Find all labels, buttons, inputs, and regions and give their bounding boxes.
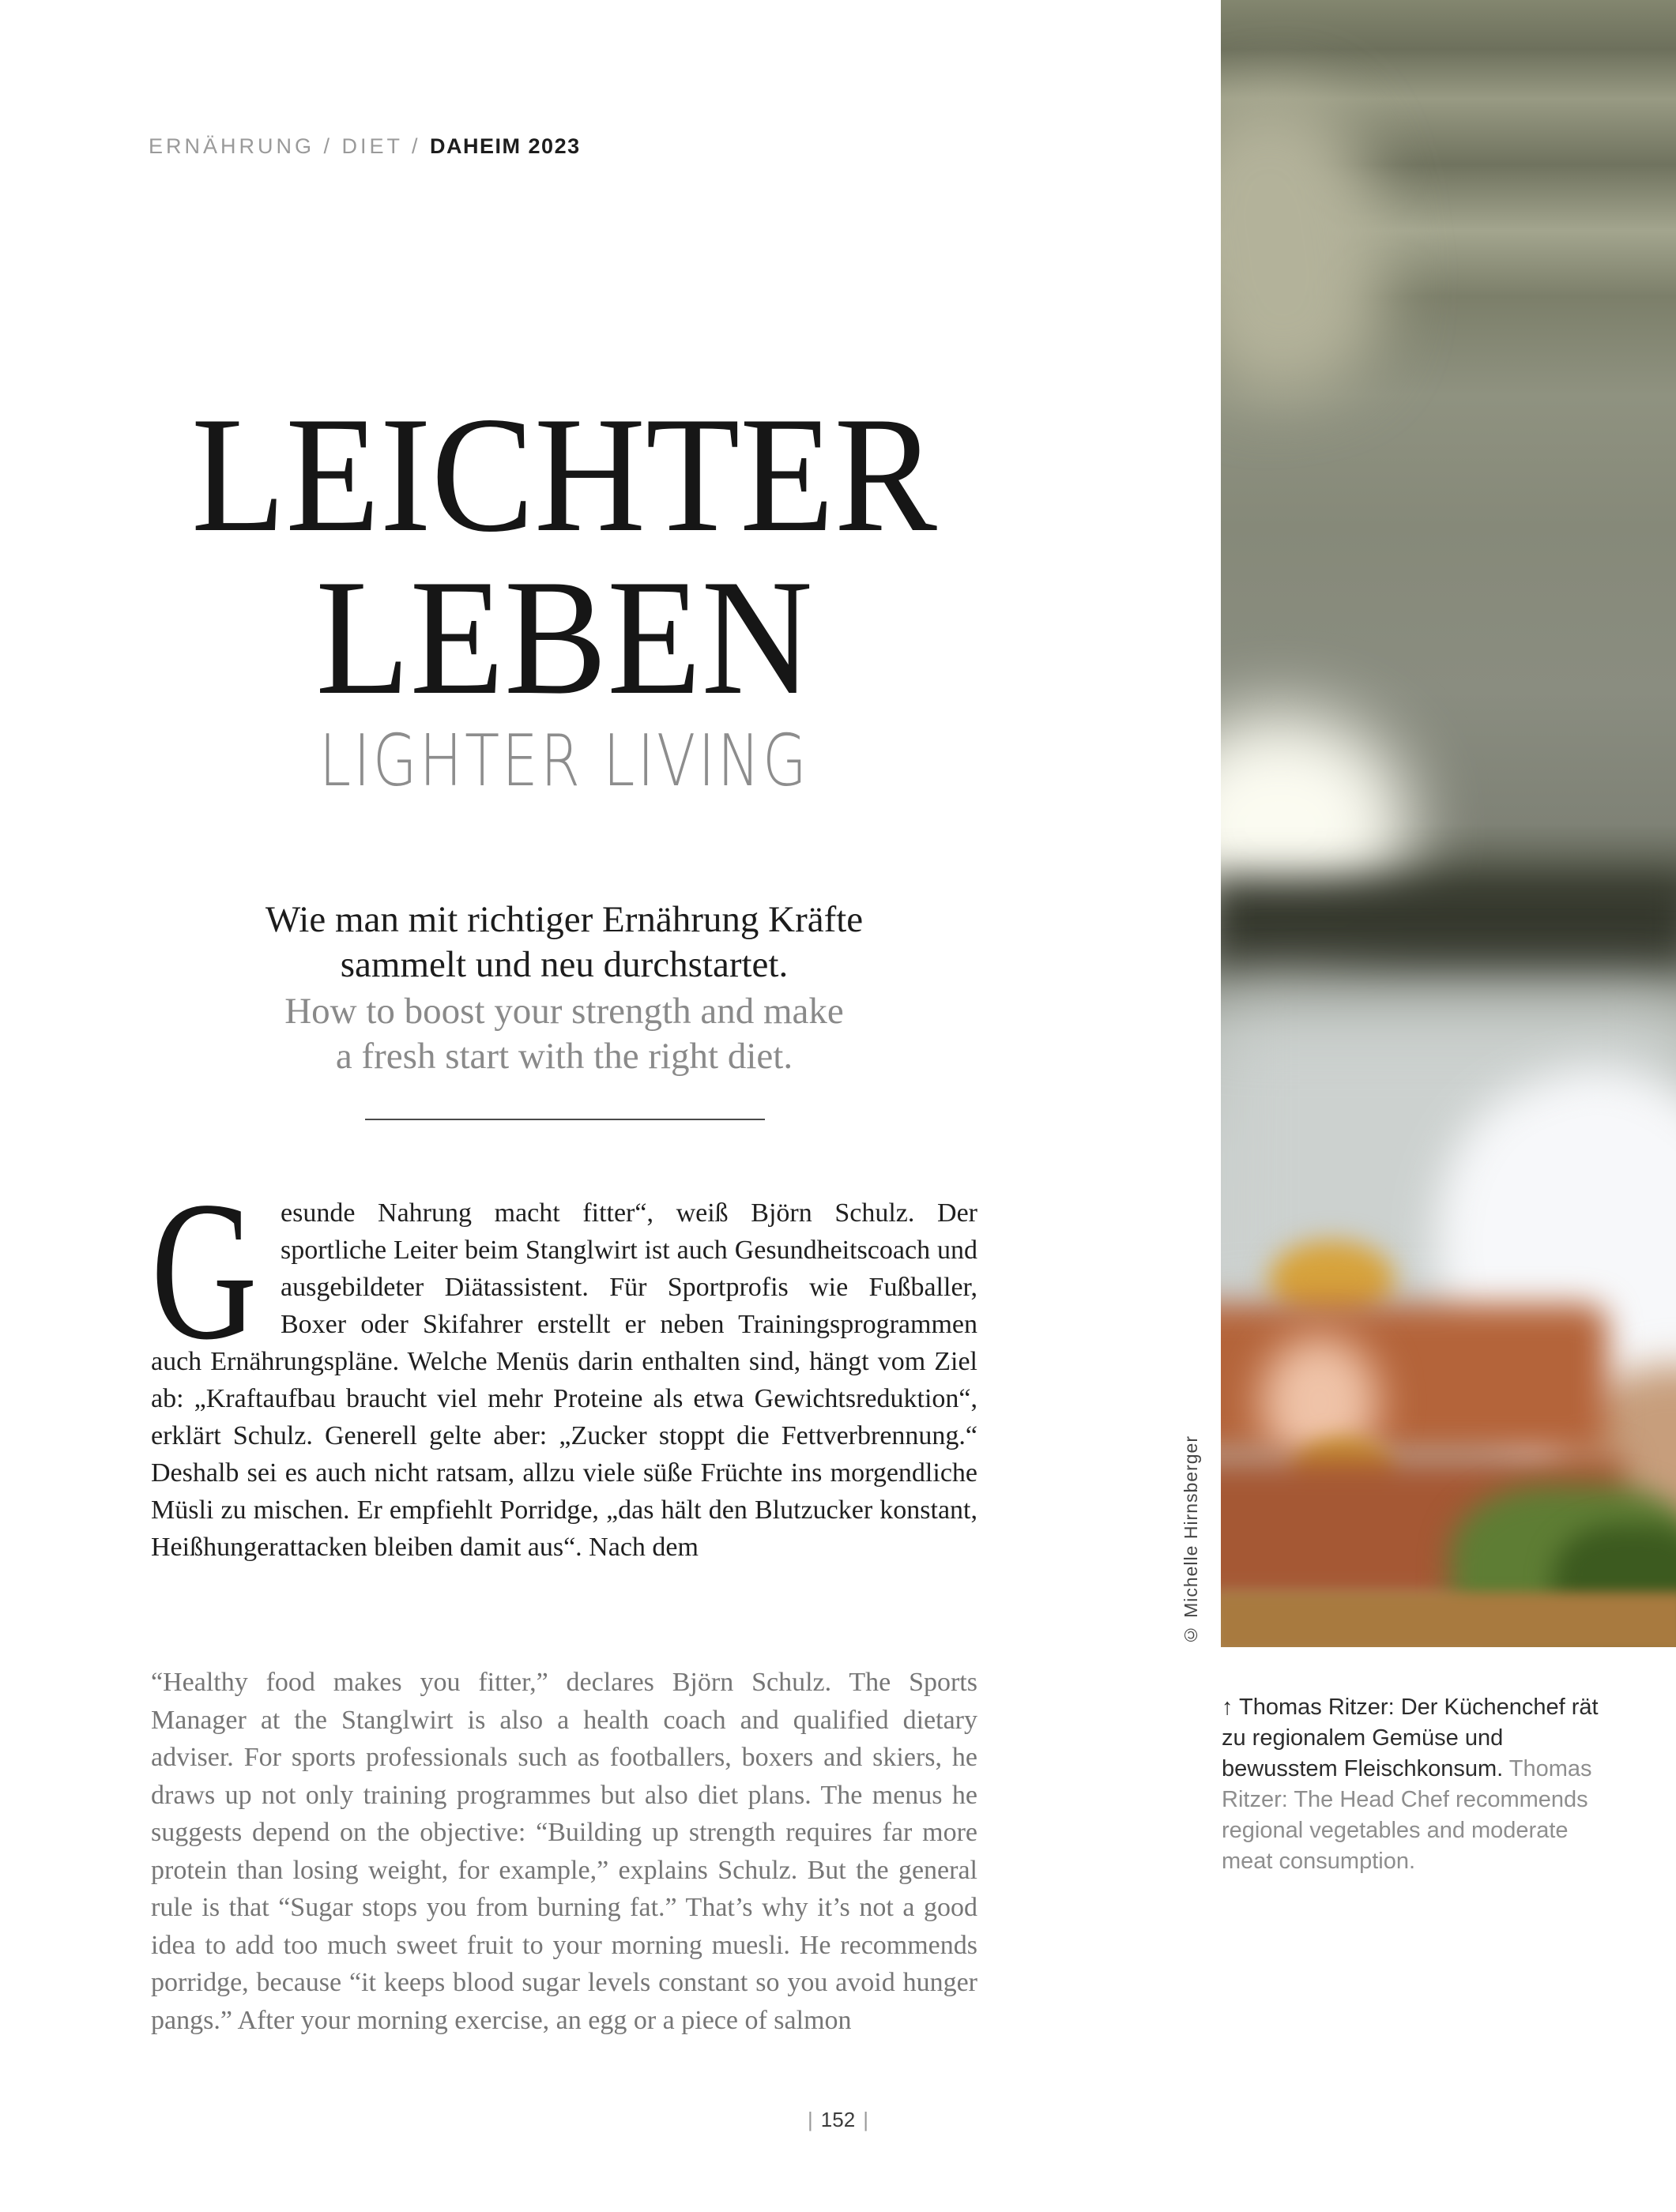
standfirst-english bbox=[151, 989, 977, 1079]
kitchen-photo bbox=[1221, 0, 1676, 1647]
page-number bbox=[0, 2108, 1676, 2132]
page-number-left-bar: | bbox=[808, 2108, 813, 2131]
article-title-line-2: LEBEN bbox=[315, 546, 813, 729]
body-paragraph-english: “Healthy food makes you fitter,” declares Björn Schulz. The Sports Manager at the Stanglwirt is also a health coach and qualified dietary adviser. For sports professionals such as footballers, boxers and skiers, he draws up not only training programmes but also diet plans. The menus he suggests depend on the objective: “Building up strength requires far more protein than losing weight, for example,” explains Schulz. But the general rule is that “Sugar stops you from burning fat.” That’s why it’s not a good idea to add too much sweet fruit to your morning muesli. He recommends porridge, because “it keeps blood sugar levels constant so you avoid hunger pangs.” After your morning exercise, an egg or a piece of salmon bbox=[151, 1668, 977, 2035]
caption-english: Thomas Ritzer: The Head Chef recommends regional vegetables and moderate meat consumption. bbox=[1222, 1756, 1592, 1874]
article-subtitle: LIGHTER LIVING bbox=[319, 720, 809, 803]
standfirst-german-line-1: Wie man mit richtiger Ernährung Kräfte bbox=[265, 899, 864, 940]
up-arrow-icon: ↑ bbox=[1222, 1695, 1233, 1720]
photo-caption bbox=[1222, 1692, 1601, 1877]
page-number-right-bar: | bbox=[863, 2108, 868, 2131]
drop-cap bbox=[151, 1160, 263, 1381]
wooden-counter-shape bbox=[1221, 1592, 1676, 1647]
kicker-issue-label: DAHEIM 2023 bbox=[430, 134, 581, 158]
caption-german: Thomas Ritzer: Der Küchenchef rät zu regionalem Gemüse und bewusstem Fleischkonsum. bbox=[1222, 1695, 1599, 1781]
page-number-value: 152 bbox=[820, 2108, 856, 2131]
article-title bbox=[151, 383, 977, 729]
body-paragraph-german bbox=[151, 1160, 977, 1566]
kicker-section-label: ERNÄHRUNG / DIET / bbox=[149, 134, 421, 158]
standfirst-english-line-1: How to boost your strength and make bbox=[284, 991, 844, 1032]
body-german-text: esunde Nahrung macht fitter“, weiß Björn Schulz. Der sportliche Leiter beim Stanglwirt ist auch Gesundheitscoach und ausgebildeter Diätassistent. Für Sportprofis wie Fußballer, Boxer oder Skifahrer erstellt er neben Trainingsprogrammen auch Ernährungspläne. Welche Menüs darin enthalten sind, hängt vom Ziel ab: „Kraftaufbau braucht viel mehr Proteine als etwa Gewichtsreduktion“, erklärt Schulz. Generell gelte aber: „Zucker stoppt die Fettverbrennung.“ Deshalb sei es auch nicht ratsam, allzu viele süße Früchte ins morgendliche Müsli zu mischen. Er empfiehlt Porridge, „das hält den Blutzucker konstant, Heißhungerattacken bleiben damit aus“. Nach dem bbox=[151, 1198, 977, 1562]
photo-light-streak-shape bbox=[1221, 82, 1399, 408]
kicker bbox=[149, 134, 581, 159]
drop-cap-letter: G bbox=[151, 1160, 258, 1381]
photo-credit: © Michelle Hirnsberger bbox=[1181, 1435, 1201, 1645]
standfirst-german bbox=[151, 897, 977, 988]
section-divider-rule bbox=[365, 1119, 765, 1120]
article-title-line-1: LEICHTER bbox=[191, 383, 937, 566]
standfirst-german-line-2: sammelt und neu durchstartet. bbox=[340, 944, 789, 985]
standfirst-english-line-2: a fresh start with the right diet. bbox=[335, 1036, 793, 1077]
photo-dark-band-shape bbox=[1221, 877, 1676, 972]
